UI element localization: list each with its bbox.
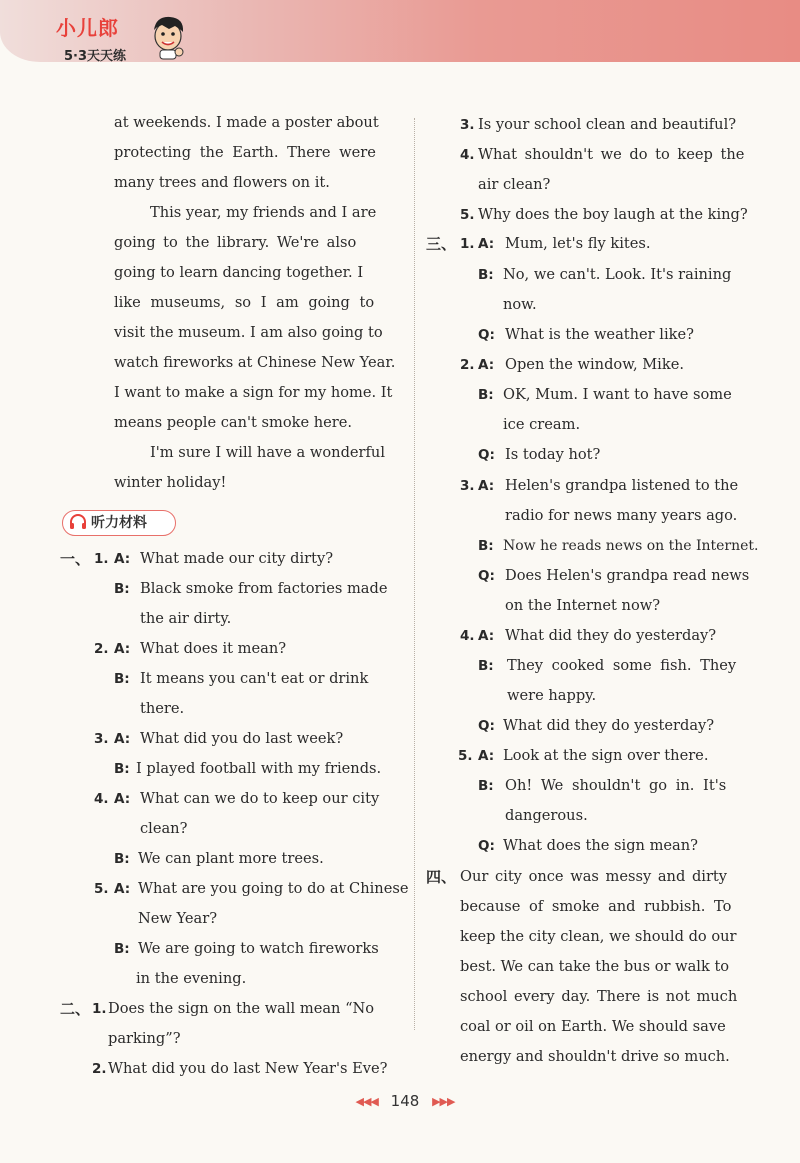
speaker-label: Q: — [478, 447, 495, 463]
speaker-label: B: — [114, 761, 130, 777]
section-mark: 二、 — [60, 1000, 91, 1018]
right-arrows-icon: ▶▶▶ — [432, 1095, 455, 1108]
dialogue-line: What does the sign mean? — [503, 837, 698, 854]
speaker-label: A: — [114, 731, 131, 747]
dialogue-line: Look at the sign over there. — [503, 747, 709, 764]
speaker-label: B: — [478, 538, 494, 554]
section-mark: 一、 — [60, 550, 91, 568]
page-number: 148 — [390, 1092, 420, 1110]
question-line: Is your school clean and beautiful? — [478, 116, 737, 133]
dialogue-line: It means you can't eat or drink — [140, 670, 369, 687]
dialogue-line: What does it mean? — [140, 640, 287, 657]
dialogue-line: there. — [140, 700, 185, 717]
dialogue-line: on the Internet now? — [505, 597, 661, 614]
item-number: 1. — [92, 1001, 107, 1017]
answer-line: school every day. There is not much — [460, 988, 738, 1005]
speaker-label: A: — [478, 748, 495, 764]
speaker-label: A: — [478, 357, 495, 373]
answer-line: Our city once was messy and dirty — [460, 868, 728, 885]
speaker-label: A: — [114, 641, 131, 657]
item-number: 1. — [94, 551, 109, 567]
dialogue-line: What did they do yesterday? — [505, 627, 717, 644]
speaker-label: B: — [478, 267, 494, 283]
item-number: 5. — [460, 207, 475, 223]
dialogue-line: the air dirty. — [140, 610, 232, 627]
section-mark: 四、 — [426, 868, 457, 886]
dialogue-line: Now he reads news on the Internet. — [503, 538, 759, 554]
dialogue-line: Helen's grandpa listened to the — [505, 477, 739, 494]
speaker-label: B: — [478, 387, 494, 403]
passage-line: visit the museum. I am also going to — [114, 324, 383, 341]
item-number: 3. — [460, 117, 475, 133]
speaker-label: B: — [114, 581, 130, 597]
dialogue-line: Oh! We shouldn't go in. It's — [505, 777, 727, 794]
passage-line: winter holiday! — [114, 474, 227, 491]
speaker-label: A: — [478, 236, 495, 252]
headphones-icon — [69, 514, 87, 530]
dialogue-line: in the evening. — [136, 970, 247, 987]
dialogue-line: dangerous. — [505, 807, 588, 824]
speaker-label: Q: — [478, 838, 495, 854]
item-number: 1. — [460, 236, 475, 252]
passage-line: means people can't smoke here. — [114, 414, 353, 431]
dialogue-line: Black smoke from factories made — [140, 580, 388, 597]
speaker-label: B: — [478, 658, 494, 674]
passage-line: watch fireworks at Chinese New Year. — [114, 354, 396, 371]
listening-material-label: 听力材料 — [91, 515, 147, 531]
dialogue-line: What can we do to keep our city — [140, 790, 380, 807]
speaker-label: B: — [114, 941, 130, 957]
item-number: 3. — [460, 478, 475, 494]
item-number: 3. — [94, 731, 109, 747]
answer-line: because of smoke and rubbish. To — [460, 898, 732, 915]
item-number: 4. — [94, 791, 109, 807]
dialogue-line: What are you going to do at Chinese — [138, 880, 409, 897]
listening-material-tag — [62, 510, 176, 536]
mascot-icon — [148, 14, 188, 60]
speaker-label: B: — [114, 851, 130, 867]
answer-line: keep the city clean, we should do our — [460, 928, 737, 945]
logo-subtitle: 5·3天天练 — [64, 49, 127, 64]
dialogue-line: Mum, let's fly kites. — [505, 235, 651, 252]
dialogue-line: Is today hot? — [505, 446, 601, 463]
question-line: parking”? — [108, 1030, 181, 1047]
passage-line: going to learn dancing together. I — [114, 264, 364, 281]
question-line: Does the sign on the wall mean “No — [108, 1000, 375, 1017]
dialogue-line: We can plant more trees. — [138, 850, 324, 867]
column-divider — [414, 118, 415, 1030]
question-line: What did you do last New Year's Eve? — [108, 1060, 388, 1077]
question-line: Why does the boy laugh at the king? — [478, 206, 748, 223]
speaker-label: A: — [114, 551, 131, 567]
passage-line: I'm sure I will have a wonderful — [150, 444, 385, 461]
logo-title: 小儿郎 — [56, 16, 119, 40]
item-number: 2. — [460, 357, 475, 373]
dialogue-line: now. — [503, 296, 537, 313]
item-number: 4. — [460, 147, 475, 163]
passage-line: many trees and flowers on it. — [114, 174, 330, 191]
item-number: 5. — [94, 881, 109, 897]
dialogue-line: radio for news many years ago. — [505, 507, 738, 524]
item-number: 5. — [458, 748, 473, 764]
dialogue-line: What did you do last week? — [140, 730, 344, 747]
passage-line: at weekends. I made a poster about — [114, 114, 379, 131]
item-number: 2. — [94, 641, 109, 657]
passage-line: I want to make a sign for my home. It — [114, 384, 393, 401]
speaker-label: Q: — [478, 568, 495, 584]
speaker-label: B: — [114, 671, 130, 687]
speaker-label: Q: — [478, 327, 495, 343]
dialogue-line: Open the window, Mike. — [505, 356, 684, 373]
speaker-label: A: — [478, 478, 495, 494]
speaker-label: A: — [114, 881, 131, 897]
page-footer — [340, 1092, 470, 1116]
passage-line: like museums, so I am going to — [114, 294, 375, 311]
dialogue-line: were happy. — [507, 687, 597, 704]
passage-line: This year, my friends and I are — [150, 204, 377, 221]
dialogue-line: No, we can't. Look. It's raining — [503, 266, 732, 283]
dialogue-line: clean? — [140, 820, 188, 837]
item-number: 4. — [460, 628, 475, 644]
speaker-label: B: — [478, 778, 494, 794]
speaker-label: A: — [478, 628, 495, 644]
answer-line: energy and shouldn't drive so much. — [460, 1048, 730, 1065]
answer-line: best. We can take the bus or walk to — [460, 958, 730, 975]
item-number: 2. — [92, 1061, 107, 1077]
dialogue-line: We are going to watch fireworks — [138, 940, 379, 957]
dialogue-line: ice cream. — [503, 416, 581, 433]
answer-line: coal or oil on Earth. We should save — [460, 1018, 726, 1035]
dialogue-line: New Year? — [138, 910, 218, 927]
dialogue-line: They cooked some fish. They — [507, 657, 737, 674]
dialogue-line: OK, Mum. I want to have some — [503, 386, 732, 403]
question-line: What shouldn't we do to keep the — [478, 146, 745, 163]
passage-line: going to the library. We're also — [114, 234, 357, 251]
speaker-label: Q: — [478, 718, 495, 734]
question-line: air clean? — [478, 176, 551, 193]
section-mark: 三、 — [426, 235, 457, 253]
passage-line: protecting the Earth. There were — [114, 144, 376, 161]
dialogue-line: What is the weather like? — [505, 326, 694, 343]
speaker-label: A: — [114, 791, 131, 807]
dialogue-line: What made our city dirty? — [140, 550, 334, 567]
dialogue-line: What did they do yesterday? — [503, 717, 715, 734]
dialogue-line: I played football with my friends. — [136, 760, 382, 777]
dialogue-line: Does Helen's grandpa read news — [505, 567, 750, 584]
left-arrows-icon: ◀◀◀ — [355, 1095, 378, 1108]
